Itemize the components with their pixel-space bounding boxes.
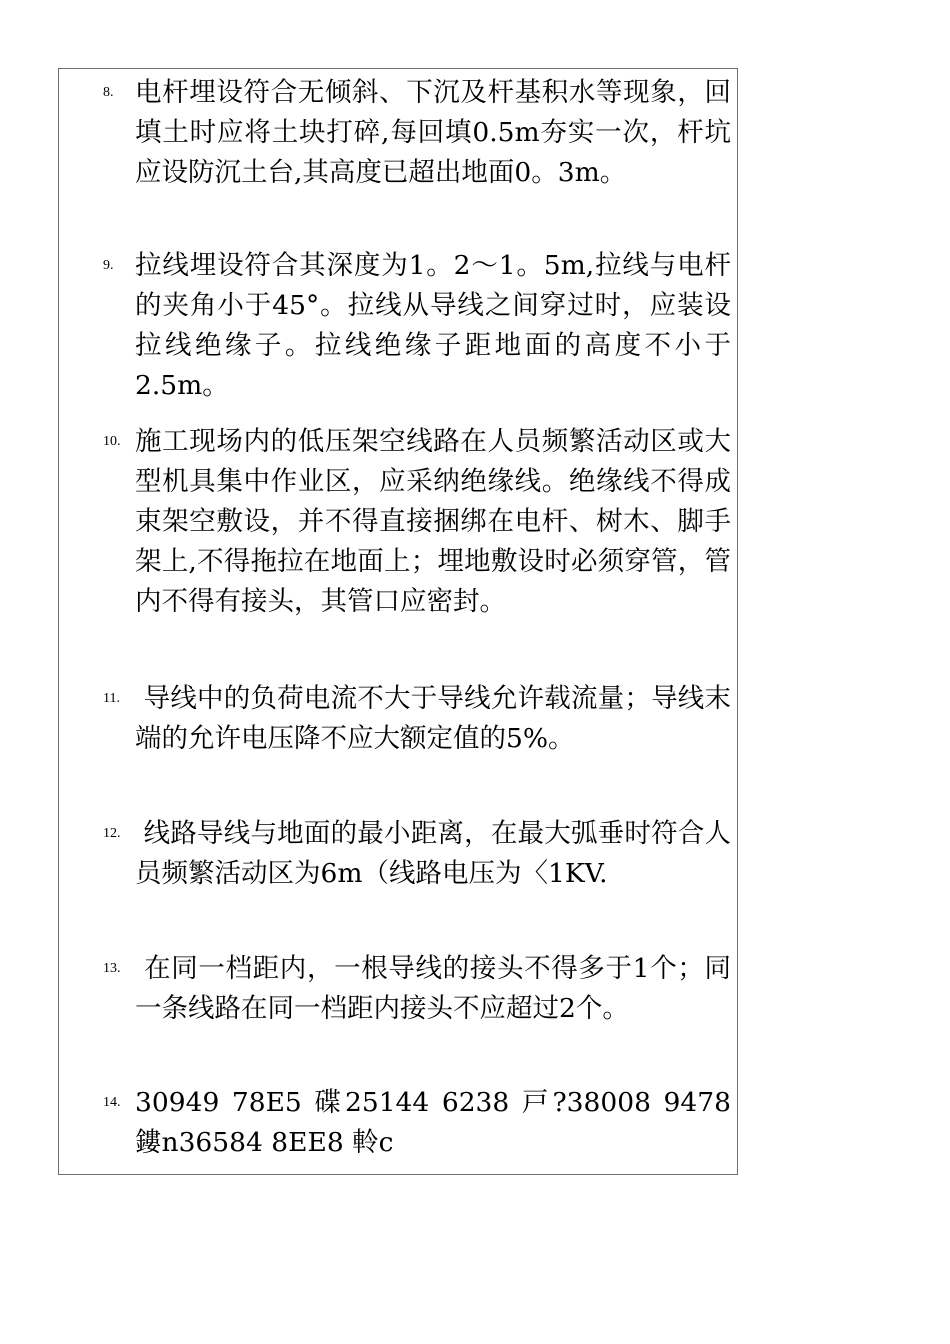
item-text: 线路导线与地面的最小距离，在最大弧垂时符合人员频繁活动区为6m（线路电压为〈1KV. (135, 818, 731, 889)
item-number: 12. (103, 826, 121, 841)
item-text: 在同一档距内，一根导线的接头不得多于1个；同一条线路在同一档距内接头不应超过2个。 (135, 953, 731, 1024)
item-number: 11. (103, 691, 120, 706)
item-number: 9. (103, 258, 114, 273)
item-text: 施工现场内的低压架空线路在人员频繁活动区或大型机具集中作业区，应采纳绝缘线。绝缘线不得成束架空敷设，并不得直接捆绑在电杆、树木、脚手架上,不得拖拉在地面上；埋地敷设时必须穿管，管内不得有接头，其管口应密封。 (135, 426, 731, 617)
item-number: 14. (103, 1095, 121, 1110)
item-number: 10. (103, 434, 121, 449)
item-number: 13. (103, 961, 121, 976)
item-text: 电杆埋设符合无倾斜、下沉及杆基积水等现象，回填土时应将土块打碎,每回填0.5m夯实一次，杆坑应设防沉土台,其高度已超出地面0。3m。 (135, 77, 731, 188)
item-number: 8. (103, 85, 114, 100)
item-text: 30949 78E5 碟25144 6238 戸?38008 9478 鏤n36584 8EE8 軨c (135, 1087, 740, 1158)
item-text: 导线中的负荷电流不大于导线允许载流量；导线末端的允许电压降不应大额定值的5%。 (135, 683, 731, 754)
document-table-cell (58, 68, 738, 1175)
item-text: 拉线埋设符合其深度为1。2～1。5m,拉线与电杆的夹角小于45°。拉线从导线之间穿过时，应装设拉线绝缘子。拉线绝缘子距地面的高度不小于2.5m。 (135, 250, 731, 401)
